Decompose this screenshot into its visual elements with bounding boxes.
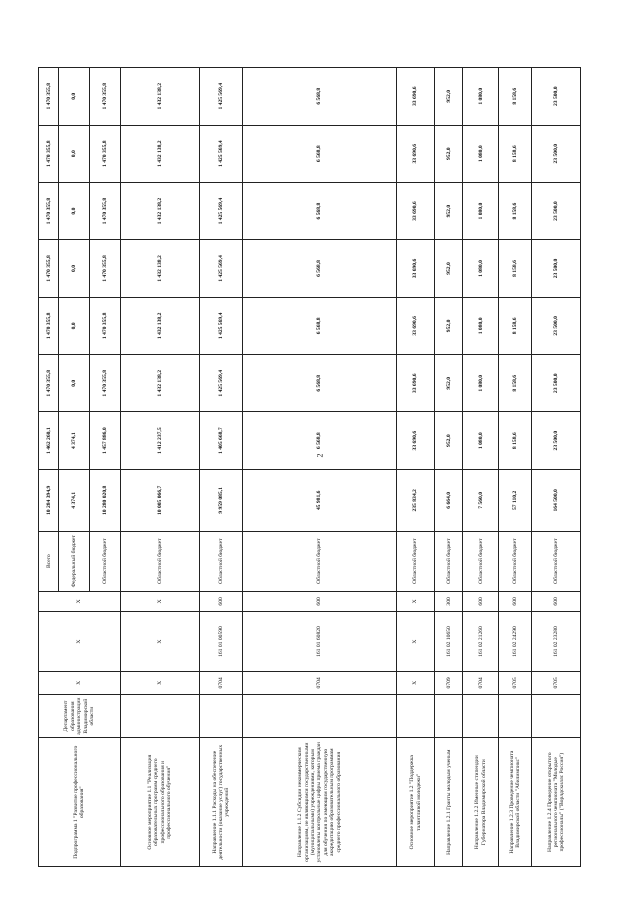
funding-source: Областной бюджет <box>200 531 243 591</box>
responsible <box>532 694 581 738</box>
year-value: 1 470 355,8 <box>39 125 59 182</box>
year-value: 23 500,0 <box>532 297 581 354</box>
year-value: 1 470 355,8 <box>90 240 121 297</box>
responsible <box>396 694 434 738</box>
csr-code: 161 01 00590 <box>200 612 243 672</box>
year-value: 4 374,1 <box>59 412 90 469</box>
year-value: 1 425 569,4 <box>200 355 243 412</box>
total-value: 7 560,0 <box>463 469 499 531</box>
vr-code: 600 <box>499 591 532 612</box>
rotated-table-container <box>38 67 581 867</box>
year-value: 33 690,6 <box>396 412 434 469</box>
section-code: 0704 <box>243 671 396 694</box>
row-name: Направление 1.2.1 Гранты молодым ученым <box>435 738 463 867</box>
year-value: 1 432 138,2 <box>120 68 199 126</box>
year-value: 0,0 <box>59 240 90 297</box>
year-value: 1 470 355,8 <box>90 125 121 182</box>
year-value: 1 462 260,1 <box>39 412 59 469</box>
total-value: 164 500,0 <box>532 469 581 531</box>
year-value: 1 080,0 <box>463 240 499 297</box>
total-value: 4 374,1 <box>59 469 90 531</box>
vr-code: 600 <box>200 591 243 612</box>
total-value: 10 005 066,7 <box>120 469 199 531</box>
funding-source: Областной бюджет <box>435 531 463 591</box>
funding-source: Областной бюджет <box>532 531 581 591</box>
funding-source: Областной бюджет <box>396 531 434 591</box>
year-value: 1 080,0 <box>463 412 499 469</box>
year-value: 8 158,6 <box>499 125 532 182</box>
year-value: 1 470 355,8 <box>39 182 59 239</box>
year-value: 33 690,6 <box>396 125 434 182</box>
row-name: Направление 1.1.1 Расходы на обеспечение деятельности (оказание услуг) государственных учреждений <box>200 738 243 867</box>
year-value: 33 690,6 <box>396 182 434 239</box>
funding-source: Областной бюджет <box>499 531 532 591</box>
year-value: 1 432 138,2 <box>120 297 199 354</box>
vr-code: 600 <box>463 591 499 612</box>
funding-source: Областной бюджет <box>120 531 199 591</box>
csr-code: 161 02 10650 <box>435 612 463 672</box>
csr-code: 161 02 24290 <box>499 612 532 672</box>
year-value: 1 457 886,0 <box>90 412 121 469</box>
year-value: 1 080,0 <box>463 355 499 412</box>
year-value: 6 568,8 <box>243 125 396 182</box>
section-code: Х <box>39 671 121 694</box>
year-value: 1 080,0 <box>463 68 499 126</box>
table-row <box>396 68 434 867</box>
table-row <box>200 68 243 867</box>
year-value: 952,0 <box>435 355 463 412</box>
row-name: Основное мероприятие 1.1 "Реализация образовательных программ среднего профессионального образования и профессионального обучения" <box>120 738 199 867</box>
year-value: 23 500,0 <box>532 240 581 297</box>
year-value: 1 470 355,8 <box>90 68 121 126</box>
csr-code: 161 02 21260 <box>463 612 499 672</box>
year-value: 1 470 355,8 <box>39 68 59 126</box>
responsible: Департамент образования администрации Владимирской области <box>39 694 121 738</box>
year-value: 8 158,6 <box>499 355 532 412</box>
total-value: 9 959 085,1 <box>200 469 243 531</box>
year-value: 0,0 <box>59 355 90 412</box>
year-value: 1 425 569,4 <box>200 297 243 354</box>
year-value: 1 470 355,8 <box>39 297 59 354</box>
funding-source: Областной бюджет <box>90 531 121 591</box>
year-value: 1 412 237,5 <box>120 412 199 469</box>
year-value: 6 568,8 <box>243 355 396 412</box>
vr-code: Х <box>39 591 121 612</box>
csr-code: Х <box>396 612 434 672</box>
vr-code: 600 <box>243 591 396 612</box>
row-name: Направление 1.2.3 Проведение чемпионата Владимирской области "Абилимпикс" <box>499 738 532 867</box>
section-code: 0705 <box>499 671 532 694</box>
total-value: 45 981,6 <box>243 469 396 531</box>
section-code: 0705 <box>532 671 581 694</box>
year-value: 1 432 138,2 <box>120 240 199 297</box>
total-value: 57 110,2 <box>499 469 532 531</box>
year-value: 0,0 <box>59 182 90 239</box>
year-value: 0,0 <box>59 297 90 354</box>
funding-source: Областной бюджет <box>463 531 499 591</box>
vr-code: 300 <box>435 591 463 612</box>
row-name: Направление 1.2.2 Именные стипендии Губернатора Владимирской области <box>463 738 499 867</box>
year-value: 952,0 <box>435 125 463 182</box>
row-name: Направление 1.1.2 Субсидии некоммерческим организациям, не являющимся государственными (муниципальными) учреждениями, которым установлены контрольные цифры приема граждан для обучения по имеющим государственную аккредитацию образовательным программам среднего профессионального образования <box>243 738 396 867</box>
year-value: 1 425 569,4 <box>200 240 243 297</box>
funding-source: Областной бюджет <box>243 531 396 591</box>
year-value: 33 690,6 <box>396 355 434 412</box>
year-value: 1 470 355,8 <box>39 240 59 297</box>
year-value: 8 158,6 <box>499 412 532 469</box>
year-value: 33 690,6 <box>396 240 434 297</box>
csr-code: Х <box>39 612 121 672</box>
csr-code: Х <box>120 612 199 672</box>
year-value: 1 425 569,4 <box>200 125 243 182</box>
page-number: 2 <box>315 453 325 458</box>
row-name: Основное мероприятие 1.2 "Поддержка талантливой молодежи" <box>396 738 434 867</box>
year-value: 23 500,0 <box>532 68 581 126</box>
year-value: 1 425 569,4 <box>200 182 243 239</box>
year-value: 1 432 138,2 <box>120 125 199 182</box>
year-value: 33 690,6 <box>396 297 434 354</box>
year-value: 0,0 <box>59 125 90 182</box>
responsible <box>200 694 243 738</box>
year-value: 1 080,0 <box>463 297 499 354</box>
table-row <box>499 68 532 867</box>
year-value: 6 568,8 <box>243 412 396 469</box>
vr-code: 600 <box>532 591 581 612</box>
funding-source: Федеральный бюджет <box>59 531 90 591</box>
year-value: 1 405 668,7 <box>200 412 243 469</box>
table-row <box>532 68 581 867</box>
year-value: 8 158,6 <box>499 240 532 297</box>
table-row <box>435 68 463 867</box>
year-value: 1 470 355,8 <box>90 297 121 354</box>
year-value: 8 158,6 <box>499 297 532 354</box>
budget-table <box>38 67 581 867</box>
year-value: 0,0 <box>59 68 90 126</box>
total-value: 235 834,2 <box>396 469 434 531</box>
responsible <box>463 694 499 738</box>
year-value: 33 690,6 <box>396 68 434 126</box>
vr-code: Х <box>120 591 199 612</box>
year-value: 1 432 138,2 <box>120 182 199 239</box>
year-value: 952,0 <box>435 412 463 469</box>
row-name: Подпрограмма 1 "Развитие профессионального образования" <box>39 738 121 867</box>
year-value: 23 500,0 <box>532 355 581 412</box>
responsible <box>243 694 396 738</box>
year-value: 23 500,0 <box>532 412 581 469</box>
year-value: 1 080,0 <box>463 182 499 239</box>
responsible <box>499 694 532 738</box>
year-value: 1 080,0 <box>463 125 499 182</box>
funding-source: Всего <box>39 531 59 591</box>
total-value: 6 664,0 <box>435 469 463 531</box>
year-value: 952,0 <box>435 240 463 297</box>
year-value: 6 568,8 <box>243 297 396 354</box>
year-value: 952,0 <box>435 182 463 239</box>
section-code: Х <box>396 671 434 694</box>
year-value: 8 158,6 <box>499 68 532 126</box>
year-value: 6 568,8 <box>243 68 396 126</box>
row-name: Направление 1.2.4 Проведение открытого регионального чемпионата "Молодые профессионалы" ("Ворлдскиллс Россия") <box>532 738 581 867</box>
section-code: 0704 <box>200 671 243 694</box>
section-code: Х <box>120 671 199 694</box>
year-value: 1 425 569,4 <box>200 68 243 126</box>
year-value: 6 568,8 <box>243 240 396 297</box>
table-row <box>463 68 499 867</box>
section-code: 0709 <box>435 671 463 694</box>
total-value: 10 280 020,8 <box>90 469 121 531</box>
year-value: 1 432 138,2 <box>120 355 199 412</box>
csr-code: 161 02 23280 <box>532 612 581 672</box>
year-value: 952,0 <box>435 297 463 354</box>
table-row <box>120 68 199 867</box>
csr-code: 161 01 60820 <box>243 612 396 672</box>
year-value: 23 500,0 <box>532 182 581 239</box>
year-value: 6 568,8 <box>243 182 396 239</box>
year-value: 1 470 355,8 <box>90 182 121 239</box>
year-value: 23 500,0 <box>532 125 581 182</box>
year-value: 952,0 <box>435 68 463 126</box>
table-row <box>243 68 396 867</box>
vr-code: Х <box>396 591 434 612</box>
year-value: 1 470 355,8 <box>90 355 121 412</box>
section-code: 0704 <box>463 671 499 694</box>
table-row <box>39 68 59 867</box>
responsible <box>435 694 463 738</box>
year-value: 8 158,6 <box>499 182 532 239</box>
total-value: 10 284 394,9 <box>39 469 59 531</box>
year-value: 1 470 355,8 <box>39 355 59 412</box>
responsible <box>120 694 199 738</box>
